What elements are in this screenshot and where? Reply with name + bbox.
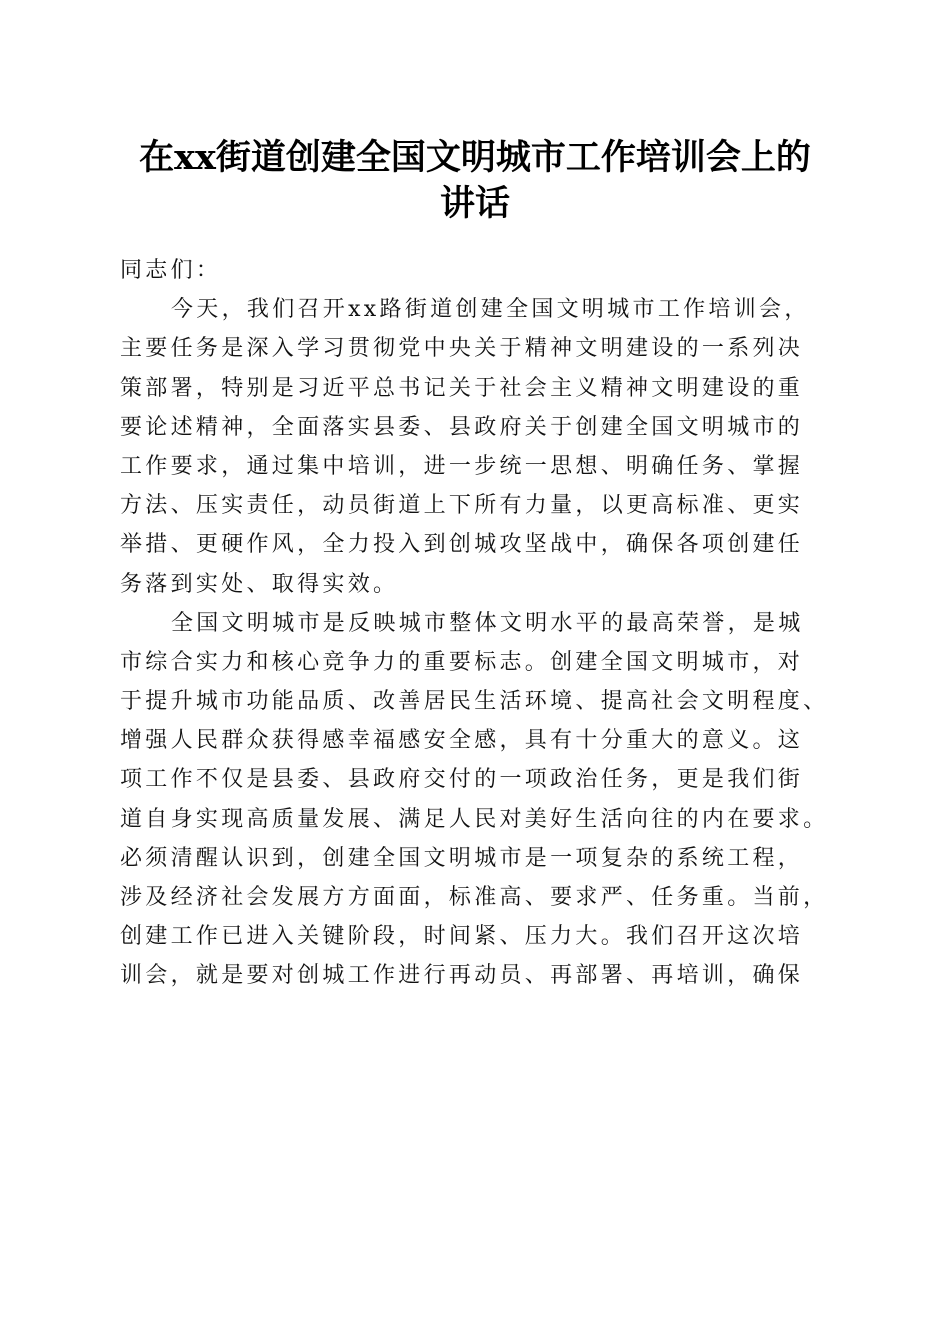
paragraph-line: 于提升城市功能品质、改善居民生活环境、提高社会文明程度、 — [120, 689, 829, 715]
paragraph-line: 主要任务是深入学习贯彻党中央关于精神文明建设的一系列决 — [120, 336, 804, 362]
document-body — [120, 251, 835, 996]
paragraph-line: 项工作不仅是县委、县政府交付的一项政治任务，更是我们街 — [120, 767, 804, 793]
paragraph-line: 策部署，特别是习近平总书记关于社会主义精神文明建设的重 — [120, 375, 804, 401]
document-title — [120, 135, 830, 227]
paragraph-line: 要论述精神，全面落实县委、县政府关于创建全国文明城市的 — [120, 414, 804, 440]
salutation: 同志们： — [120, 258, 222, 283]
paragraph-line: 训会，就是要对创城工作进行再动员、再部署、再培训，确保 — [120, 963, 804, 989]
paragraph-line: 增强人民群众获得感幸福感安全感，具有十分重大的意义。这 — [120, 728, 804, 754]
paragraph-line: 市综合实力和核心竞争力的重要标志。创建全国文明城市，对 — [120, 649, 804, 675]
paragraph-line: 工作要求，通过集中培训，进一步统一思想、明确任务、掌握 — [120, 453, 804, 479]
title-line-1: 在xx街道创建全国文明城市工作培训会上的 — [139, 137, 811, 178]
paragraph-line: 举措、更硬作风，全力投入到创城攻坚战中，确保各项创建任 — [120, 532, 804, 558]
paragraph-line: 必须清醒认识到，创建全国文明城市是一项复杂的系统工程， — [120, 845, 804, 871]
paragraph-line: 涉及经济社会发展方方面面，标准高、要求严、任务重。当前， — [120, 885, 829, 910]
paragraph-line: 道自身实现高质量发展、满足人民对美好生活向往的内在要求。 — [120, 806, 829, 832]
paragraph-line: 方法、压实责任，动员街道上下所有力量，以更高标准、更实 — [120, 493, 804, 519]
paragraph-2 — [120, 604, 835, 996]
paragraph-1 — [120, 290, 835, 604]
paragraph-line: 全国文明城市是反映城市整体文明水平的最高荣誉，是城 — [171, 610, 804, 636]
title-line-2: 讲话 — [439, 183, 510, 224]
paragraph-line: 今天，我们召开xx路街道创建全国文明城市工作培训会， — [171, 297, 810, 323]
paragraph-line: 务落到实处、取得实效。 — [120, 571, 399, 597]
paragraph-line: 创建工作已进入关键阶段，时间紧、压力大。我们召开这次培 — [120, 924, 804, 950]
